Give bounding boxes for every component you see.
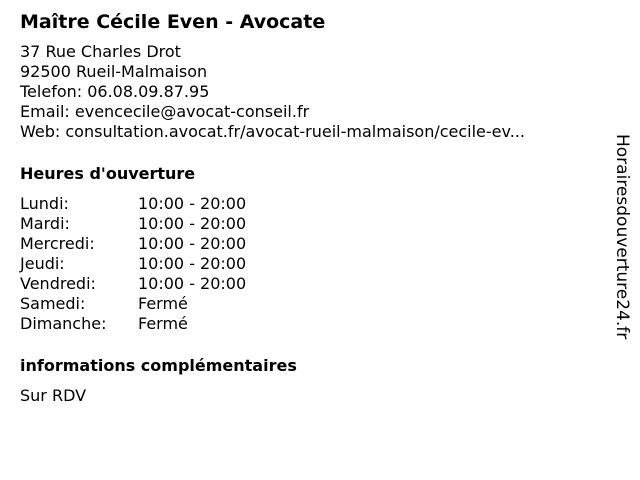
hours-row-monday [20,194,600,214]
hours-row-wednesday [20,234,600,254]
hours-row-saturday [20,294,600,314]
email-link[interactable]: evencecile@avocat-conseil.fr [74,102,310,121]
hours-row-friday [20,274,600,294]
additional-info-text: Sur RDV [20,386,87,405]
web-link[interactable]: consultation.avocat.fr/avocat-rueil-malmaison/cecile-ev... [65,122,525,141]
email-line [20,102,600,122]
hours-row-thursday [20,254,600,274]
web-line [20,122,600,142]
hours-time: 10:00 - 20:00 [138,274,247,293]
address-street: 37 Rue Charles Drot [20,42,181,61]
business-card [20,10,600,406]
hours-time: Fermé [138,294,188,313]
additional-info-heading: informations complémentaires [20,356,297,375]
hours-row-sunday [20,314,600,334]
hours-time: Fermé [138,314,188,333]
hours-day: Mercredi: [20,234,95,253]
phone-value[interactable]: 06.08.09.87.95 [87,82,210,101]
hours-time: 10:00 - 20:00 [138,234,247,253]
phone-label: Telefon: [20,82,83,101]
web-label: Web: [20,122,61,141]
opening-hours-table [20,194,600,334]
hours-time: 10:00 - 20:00 [138,214,247,233]
brand-watermark: Horairesdouverture24.fr [612,134,632,340]
hours-day: Samedi: [20,294,86,313]
hours-day: Mardi: [20,214,70,233]
hours-day: Lundi: [20,194,69,213]
opening-hours-heading: Heures d'ouverture [20,164,196,183]
email-label: Email: [20,102,70,121]
hours-time: 10:00 - 20:00 [138,254,247,273]
hours-row-tuesday [20,214,600,234]
address-city: 92500 Rueil-Malmaison [20,62,208,81]
hours-day: Dimanche: [20,314,107,333]
phone-line [20,82,600,102]
hours-day: Jeudi: [20,254,65,273]
hours-time: 10:00 - 20:00 [138,194,247,213]
hours-day: Vendredi: [20,274,96,293]
page-title: Maître Cécile Even - Avocate [20,11,326,33]
